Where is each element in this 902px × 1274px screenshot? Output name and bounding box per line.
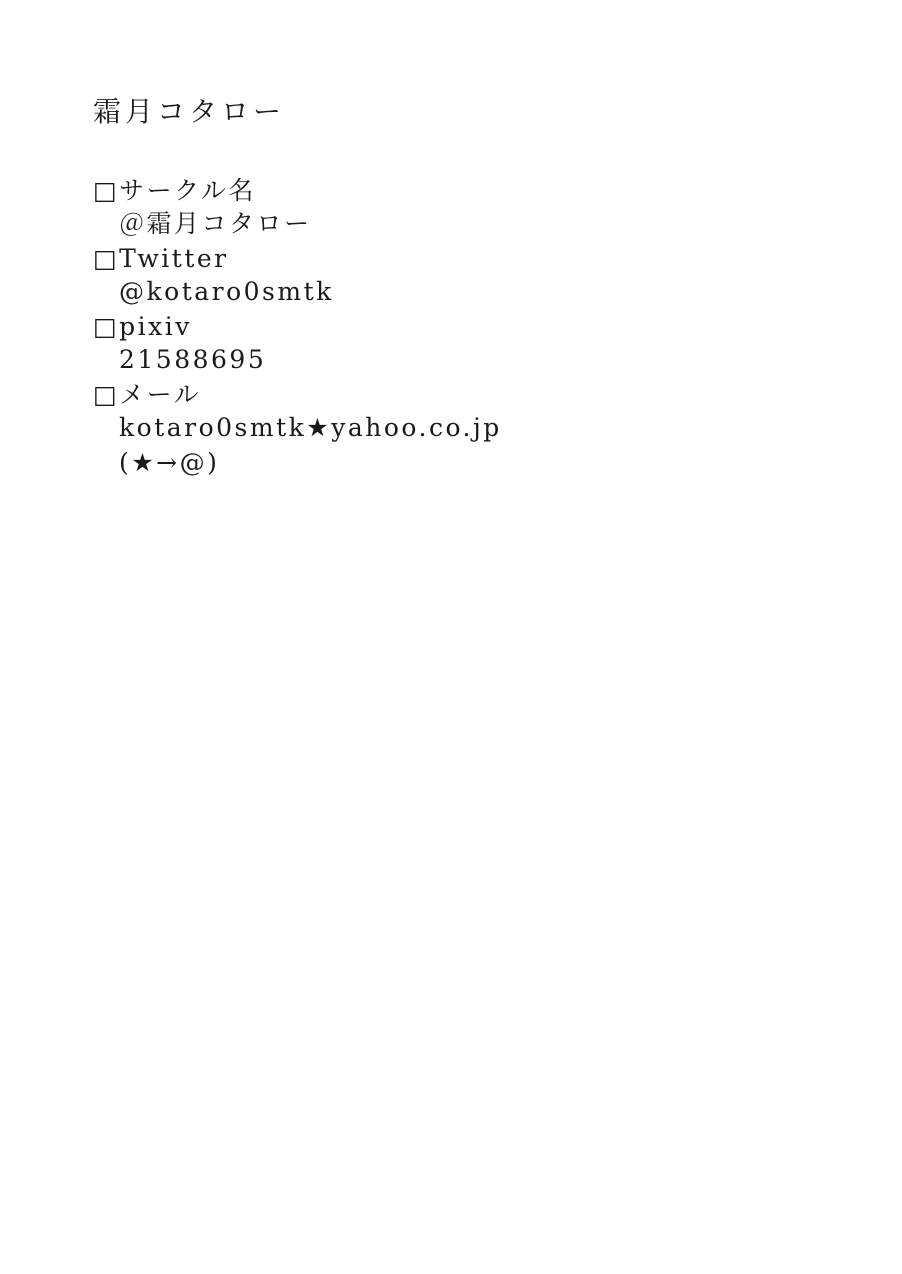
pixiv-id: 21588695 [119,344,267,374]
list-item-pixiv [93,311,813,376]
list-item-email [93,379,813,480]
list-item-twitter [93,243,813,308]
circle-name-value: ＠霜月コタロー [119,208,312,238]
email-note: (★→@) [119,448,220,478]
page-title: 霜月コタロー [93,95,286,128]
contact-list [93,175,813,480]
email-address: kotaro0smtk★yahoo.co.jp [119,412,502,442]
list-item-circle-name [93,175,813,240]
pixiv-label: □pixiv [93,312,192,342]
twitter-label: □Twitter [93,244,229,274]
email-label: □メール [93,380,202,410]
circle-name-label: □サークル名 [93,176,256,206]
twitter-handle: @kotaro0smtk [119,276,334,306]
colophon-block [93,92,813,483]
